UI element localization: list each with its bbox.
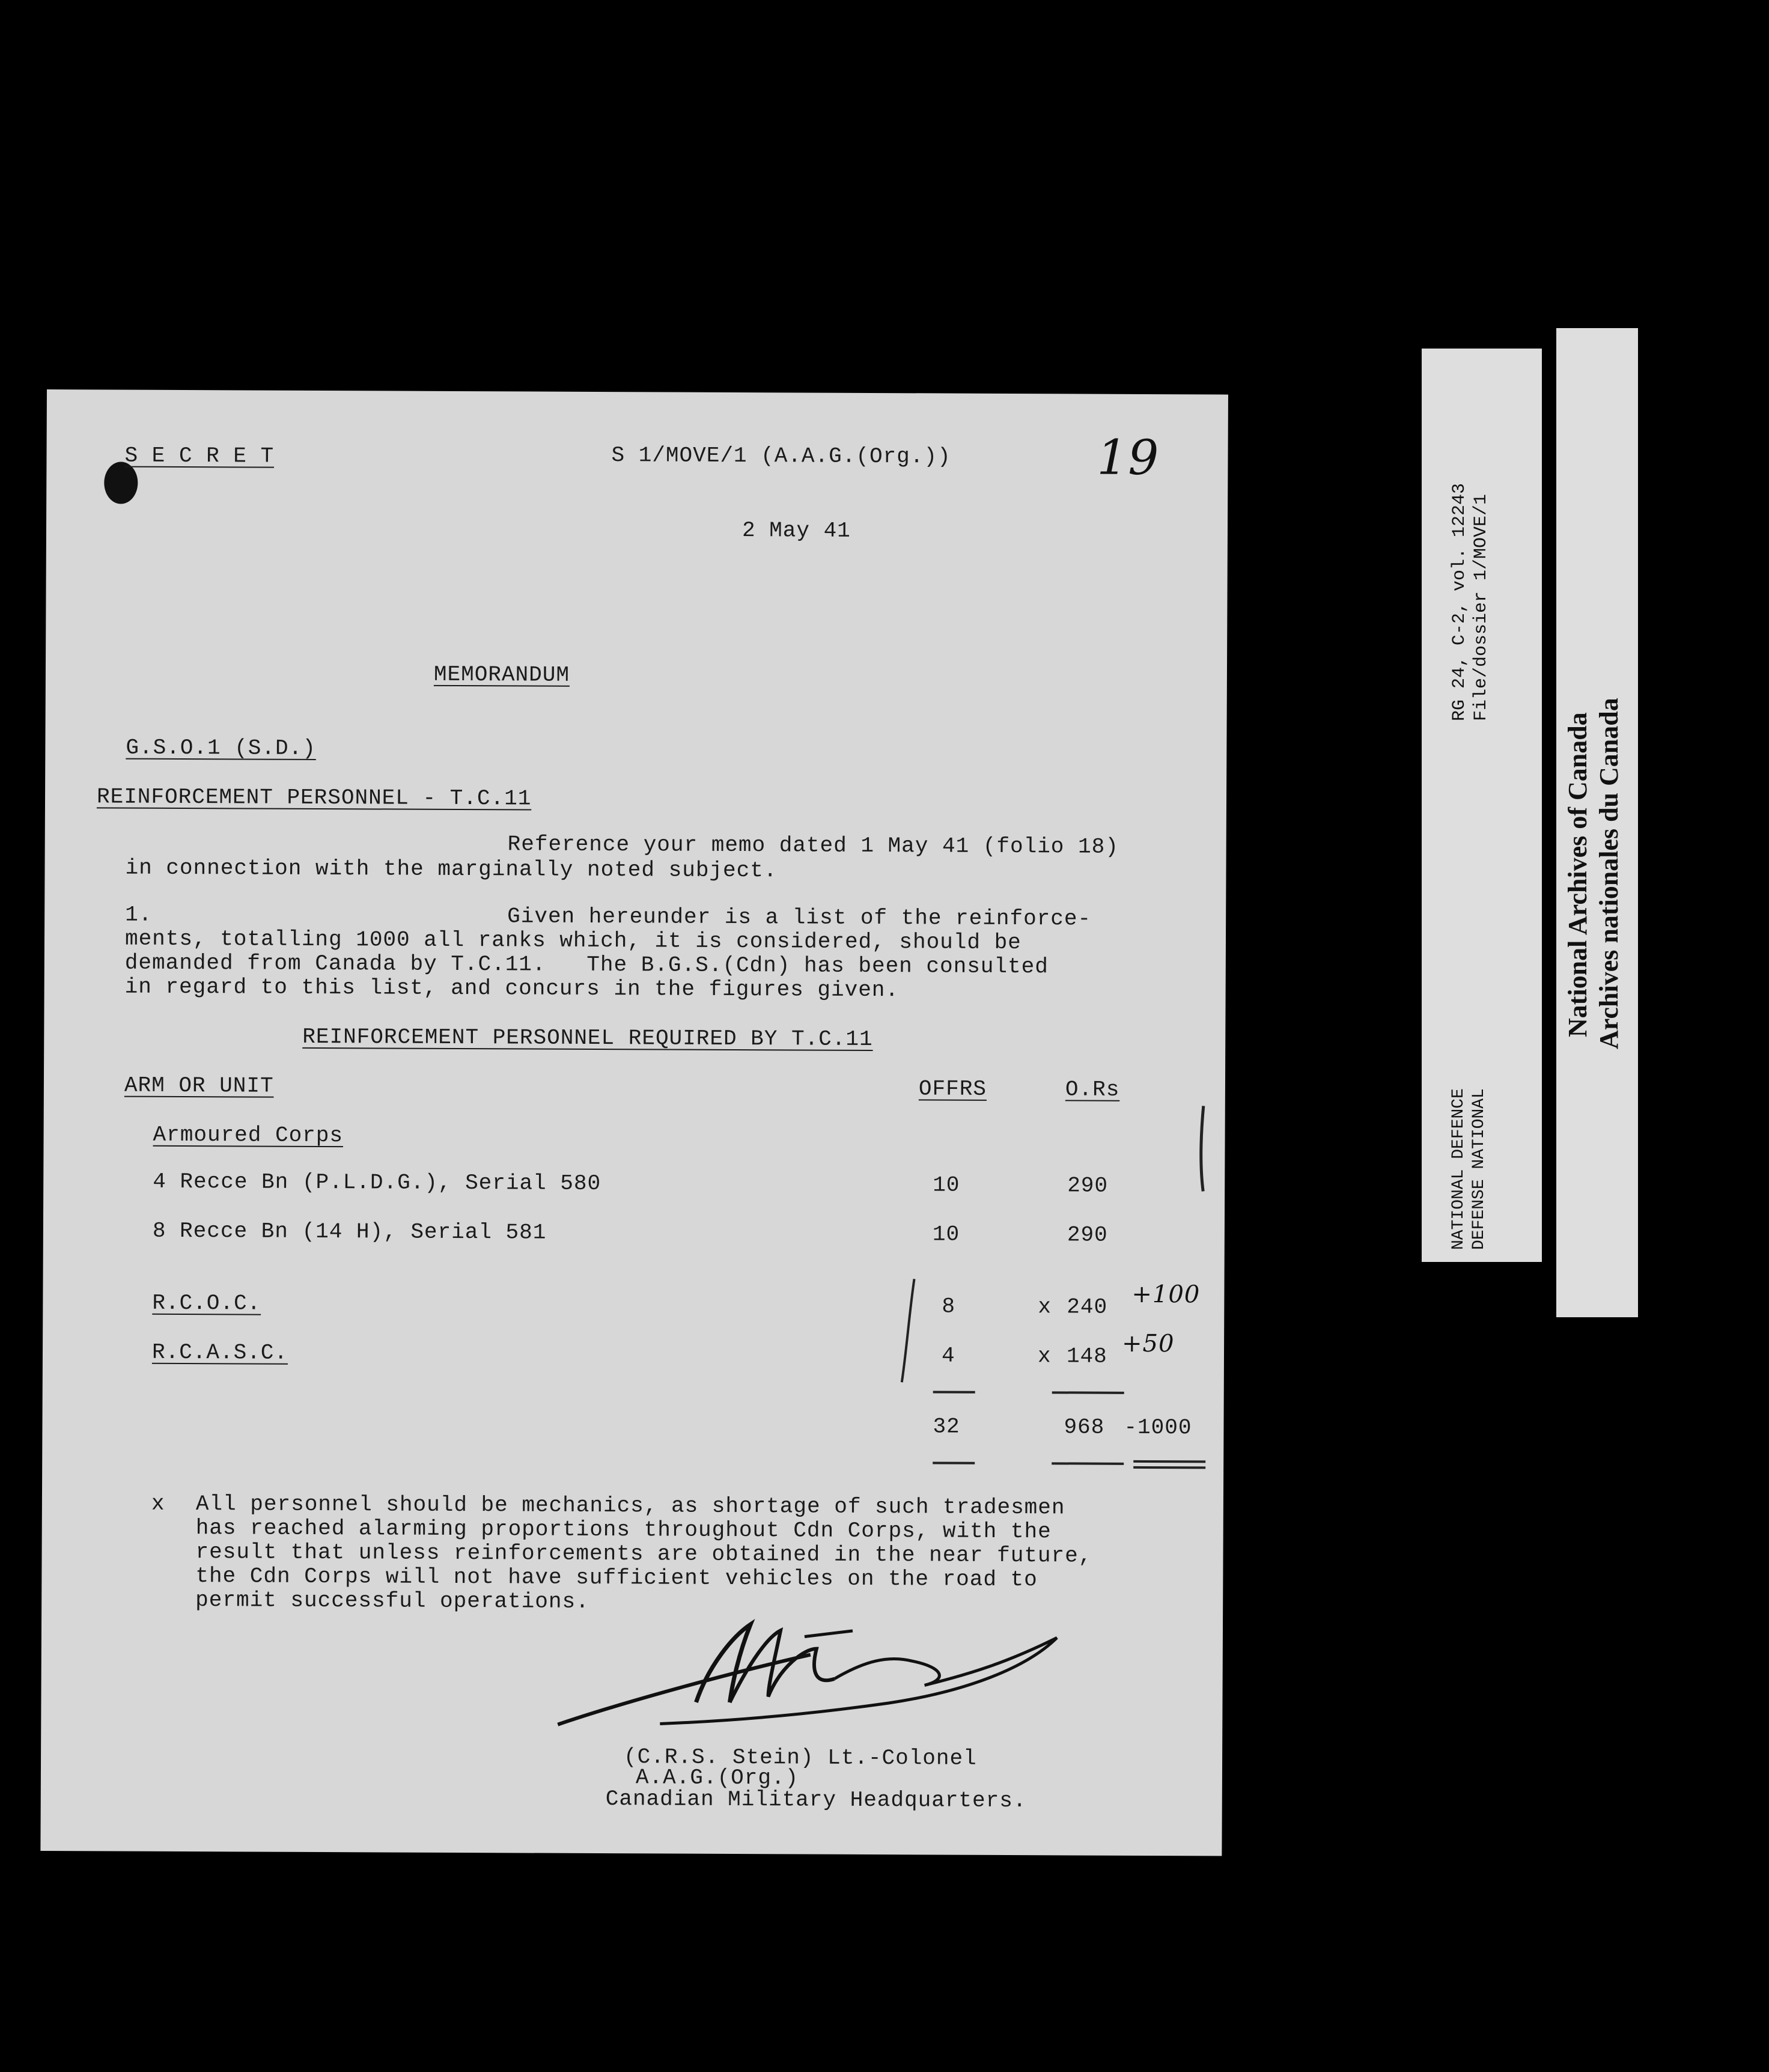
footnote-mark: x (151, 1491, 165, 1516)
handwritten-bracket (896, 1276, 921, 1385)
table-row-4-offrs: 4 (941, 1343, 955, 1368)
archive-reference-label (1422, 349, 1542, 1262)
table-row-2-unit: 8 Recce Bn (14 H), Serial 581 (152, 1218, 547, 1245)
classification-marking: S E C R E T (124, 443, 275, 469)
table-row-4-mark: x (1037, 1344, 1052, 1369)
archive-ref-line-1: RG 24, C-2, vol. 12243 (1449, 483, 1470, 721)
paragraph-number: 1. (125, 902, 153, 927)
folio-number: 19 (1097, 429, 1160, 486)
footnote-line-3: result that unless reinforcements are obtained in the near future, (195, 1540, 1092, 1568)
intro-line-2: in connection with the marginally noted subject. (125, 855, 778, 883)
column-header-ors: O.Rs (1065, 1077, 1120, 1102)
memo-date: 2 May 41 (741, 518, 851, 543)
archives-name-en: National Archives of Canada (1563, 712, 1592, 1037)
table-row-4-ors: 148 (1066, 1344, 1107, 1369)
subtotal-rule-ors (1052, 1391, 1124, 1394)
table-row-2-ors: 290 (1067, 1222, 1108, 1248)
intro-line-1: Reference your memo dated 1 May 41 (folio 18) (507, 832, 1119, 859)
table-row-3-mark: x (1038, 1294, 1052, 1320)
total-offrs: 32 (933, 1414, 960, 1439)
signature-organization: Canadian Military Headquarters. (605, 1787, 1027, 1814)
table-row-3-unit: R.C.O.C. (152, 1290, 261, 1316)
table-title: REINFORCEMENT PERSONNEL REQUIRED BY T.C.11 (302, 1024, 873, 1052)
table-row-1-offrs: 10 (933, 1172, 960, 1198)
document-title: MEMORANDUM (433, 662, 570, 687)
table-row-4-unit: R.C.A.S.C. (151, 1339, 288, 1365)
paragraph-1-line-2: ments, totalling 1000 all ranks which, it is considered, should be (124, 926, 1022, 955)
archives-name-fr: Archives nationales du Canada (1594, 698, 1624, 1049)
signature (552, 1612, 1069, 1734)
table-row-1-unit: 4 Recce Bn (P.L.D.G.), Serial 580 (153, 1169, 601, 1196)
archive-ref-line-2: File/dossier 1/MOVE/1 (1471, 493, 1491, 721)
signature-name: (C.R.S. Stein) Lt.-Colonel (623, 1744, 977, 1771)
column-header-unit: ARM OR UNIT (124, 1073, 274, 1098)
column-header-offrs: OFFRS (918, 1076, 987, 1102)
table-row-2-offrs: 10 (932, 1222, 960, 1247)
punch-hole (104, 462, 138, 504)
addressee: G.S.O.1 (S.D.) (126, 735, 316, 761)
table-row-4-annotation: +50 (1121, 1329, 1175, 1358)
footnote-line-4: the Cdn Corps will not have sufficient vehicles on the road to (195, 1564, 1038, 1592)
table-row-1-ors: 290 (1067, 1173, 1109, 1198)
paragraph-1-line-3: demanded from Canada by T.C.11. The B.G.S.(Cdn) has been consulted (124, 950, 1049, 980)
footnote-line-5: permit successful operations. (195, 1588, 589, 1614)
group-label-armoured-corps: Armoured Corps (153, 1122, 344, 1148)
paragraph-1-line-4: in regard to this list, and concurs in the figures given. (124, 974, 900, 1003)
paragraph-1-line-1: Given hereunder is a list of the reinforce- (507, 904, 1092, 931)
subtotal-rule-offrs (933, 1391, 975, 1393)
margin-mark (1191, 1103, 1216, 1193)
file-reference: S 1/MOVE/1 (A.A.G.(Org.)) (611, 443, 951, 469)
grand-total-rule-1 (1133, 1460, 1205, 1463)
footnote-line-2: has reached alarming proportions throughout Cdn Corps, with the (195, 1516, 1052, 1544)
grand-total-rule-2 (1133, 1466, 1205, 1469)
signature-appointment: A.A.G.(Org.) (635, 1765, 799, 1791)
total-rule-offrs (933, 1461, 975, 1464)
department-line-2: DEFENSE NATIONAL (1470, 1088, 1488, 1250)
memo-page (40, 389, 1228, 1856)
subject-line: REINFORCEMENT PERSONNEL - T.C.11 (96, 784, 532, 811)
table-row-3-ors: 240 (1067, 1294, 1108, 1320)
total-rule-ors (1052, 1462, 1124, 1465)
table-row-3-annotation: +100 (1131, 1280, 1201, 1309)
table-row-3-offrs: 8 (942, 1294, 956, 1319)
total-ors: 968 (1064, 1415, 1105, 1440)
department-line-1: NATIONAL DEFENCE (1449, 1088, 1468, 1250)
national-archives-strip (1556, 328, 1638, 1317)
grand-total: -1000 (1124, 1415, 1192, 1440)
footnote-line-1: All personnel should be mechanics, as shortage of such tradesmen (195, 1492, 1065, 1520)
